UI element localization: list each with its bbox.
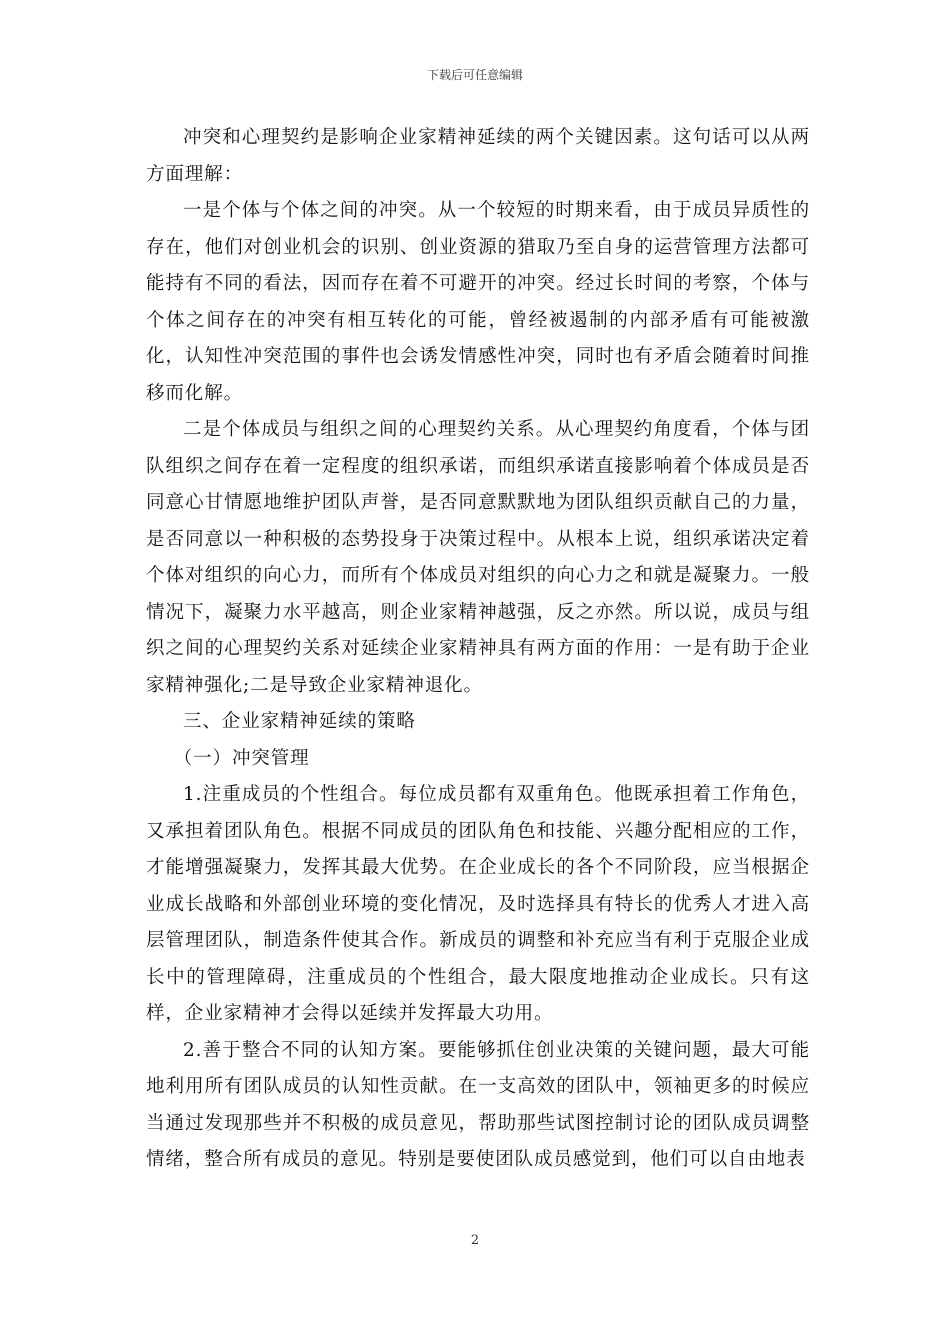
section-heading: 三、企业家精神延续的策略 — [183, 711, 416, 732]
page-header: 下载后可任意编辑 — [426, 68, 523, 82]
paragraph-intro: 冲突和心理契约是影响企业家精神延续的两个关键因素。这句话可以从两方面理解： — [146, 127, 810, 185]
paragraph-point-one: 一是个体与个体之间的冲突。从一个较短的时期来看，由于成员异质性的存在，他们对创业机会的识别、创业资源的猎取乃至自身的运营管理方法都可能持有不同的看法，因而存在着不可避开的冲突。经过长时间的考察，个体与个体之间存在的冲突有相互转化的可能，曾经被遏制的内部矛盾有可能被激化，认知性冲突范围的事件也会诱发情感性冲突，同时也有矛盾会随着时间推移而化解。 — [146, 200, 810, 404]
paragraph-item-one: 1.注重成员的个性组合。每位成员都有双重角色。他既承担着工作角色，又承担着团队角色。根据不同成员的团队角色和技能、兴趣分配相应的工作，才能增强凝聚力，发挥其最大优势。在企业成长的各个不同阶段，应当根据企业成长战略和外部创业环境的变化情况，及时选择具有特长的优秀人才进入高层管理团队，制造条件使其合作。新成员的调整和补充应当有利于克服企业成长中的管理障碍，注重成员的个性组合，最大限度地推动企业成长。只有这样，企业家精神才会得以延续并发挥最大功用。 — [146, 784, 810, 1024]
paragraph-point-two: 二是个体成员与组织之间的心理契约关系。从心理契约角度看，个体与团队组织之间存在着一定程度的组织承诺，而组织承诺直接影响着个体成员是否同意心甘情愿地维护团队声誉，是否同意默默地为团队组织贡献自己的力量，是否同意以一种积极的态势投身于决策过程中。从根本上说，组织承诺决定着个体对组织的向心力，而所有个体成员对组织的向心力之和就是凝聚力。一般情况下，凝聚力水平越高，则企业家精神越强，反之亦然。所以说，成员与组织之间的心理契约关系对延续企业家精神具有两方面的作用：一是有助于企业家精神强化;二是导致企业家精神退化。 — [146, 419, 810, 696]
subsection-heading: （一）冲突管理 — [173, 747, 310, 769]
page-number: 2 — [470, 1233, 480, 1248]
document-body — [146, 120, 810, 1179]
paragraph-item-two: 2.善于整合不同的认知方案。要能够抓住创业决策的关键问题，最大可能地利用所有团队成员的认知性贡献。在一支高效的团队中，领袖更多的时候应当通过发现那些并不积极的成员意见，帮助那些试图控制讨论的团队成员调整情绪，整合所有成员的意见。特别是要使团队成员感觉到，他们可以自由地表 — [146, 1039, 810, 1170]
